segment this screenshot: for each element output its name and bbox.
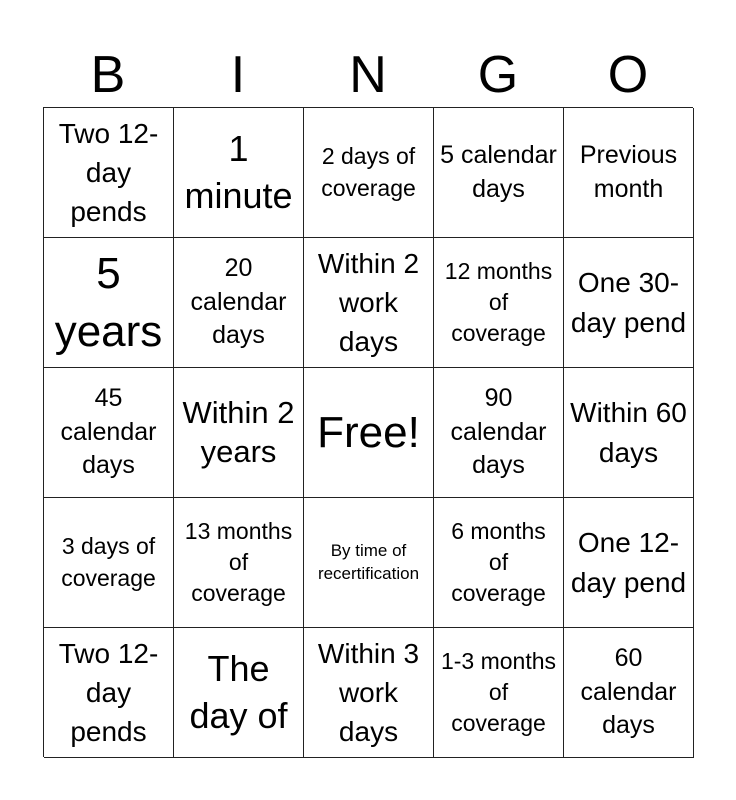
cell-text: By time of recertification: [317, 541, 420, 583]
cell-text: 5 calendar days: [440, 140, 557, 203]
bingo-free-space[interactable]: [304, 368, 434, 498]
cell-text: Within 60 days: [570, 397, 687, 468]
bingo-cell-r1-c2[interactable]: [174, 108, 304, 238]
bingo-cell-r2-c1[interactable]: [44, 238, 174, 368]
bingo-cell-r5-c1[interactable]: [44, 628, 174, 758]
cell-text: 6 months of coverage: [451, 517, 546, 607]
cell-text: The day of: [189, 647, 288, 736]
cell-text: Two 12-day pends: [58, 117, 159, 228]
bingo-cell-r4-c2[interactable]: [174, 498, 304, 628]
header-letter-n: N: [349, 46, 387, 104]
bingo-cell-r4-c5[interactable]: [564, 498, 694, 628]
cell-text: 3 days of coverage: [61, 533, 156, 591]
cell-text: 1 minute: [184, 127, 293, 216]
bingo-cell-r3-c2[interactable]: [174, 368, 304, 498]
cell-text: Within 2 work days: [317, 247, 420, 358]
cell-text: 20 calendar days: [190, 253, 287, 350]
cell-text: One 12-day pend: [570, 527, 687, 598]
cell-text: 5 years: [54, 249, 163, 356]
bingo-cell-r2-c5[interactable]: [564, 238, 694, 368]
cell-text: 45 calendar days: [60, 383, 157, 480]
header-letter-b: B: [90, 46, 126, 104]
header-letter-i: I: [230, 46, 246, 104]
free-space-text: Free!: [317, 407, 420, 457]
bingo-cell-r2-c3[interactable]: [304, 238, 434, 368]
cell-text: 1-3 months of coverage: [440, 647, 557, 737]
bingo-cell-r1-c4[interactable]: [434, 108, 564, 238]
bingo-header: [43, 46, 693, 104]
cell-text: One 30-day pend: [570, 267, 687, 338]
bingo-cell-r4-c4[interactable]: [434, 498, 564, 628]
bingo-cell-r3-c1[interactable]: [44, 368, 174, 498]
bingo-cell-r5-c2[interactable]: [174, 628, 304, 758]
bingo-cell-r5-c4[interactable]: [434, 628, 564, 758]
bingo-cell-r1-c5[interactable]: [564, 108, 694, 238]
cell-text: Within 2 years: [182, 394, 295, 469]
bingo-cell-r5-c5[interactable]: [564, 628, 694, 758]
cell-text: 2 days of coverage: [321, 143, 416, 201]
bingo-cell-r3-c5[interactable]: [564, 368, 694, 498]
cell-text: Within 3 work days: [317, 637, 420, 748]
bingo-cell-r1-c1[interactable]: [44, 108, 174, 238]
cell-text: Previous month: [579, 140, 678, 203]
bingo-board: [43, 107, 693, 757]
bingo-cell-r4-c3[interactable]: [304, 498, 434, 628]
header-letter-o: O: [607, 46, 649, 104]
cell-text: 13 months of coverage: [184, 517, 293, 607]
cell-text: 90 calendar days: [450, 383, 547, 480]
bingo-cell-r2-c4[interactable]: [434, 238, 564, 368]
cell-text: Two 12-day pends: [58, 637, 159, 748]
bingo-cell-r3-c4[interactable]: [434, 368, 564, 498]
bingo-cell-r1-c3[interactable]: [304, 108, 434, 238]
cell-text: 12 months of coverage: [444, 257, 553, 347]
bingo-cell-r5-c3[interactable]: [304, 628, 434, 758]
header-letter-g: G: [477, 46, 519, 104]
bingo-cell-r2-c2[interactable]: [174, 238, 304, 368]
cell-text: 60 calendar days: [580, 643, 677, 740]
bingo-cell-r4-c1[interactable]: [44, 498, 174, 628]
